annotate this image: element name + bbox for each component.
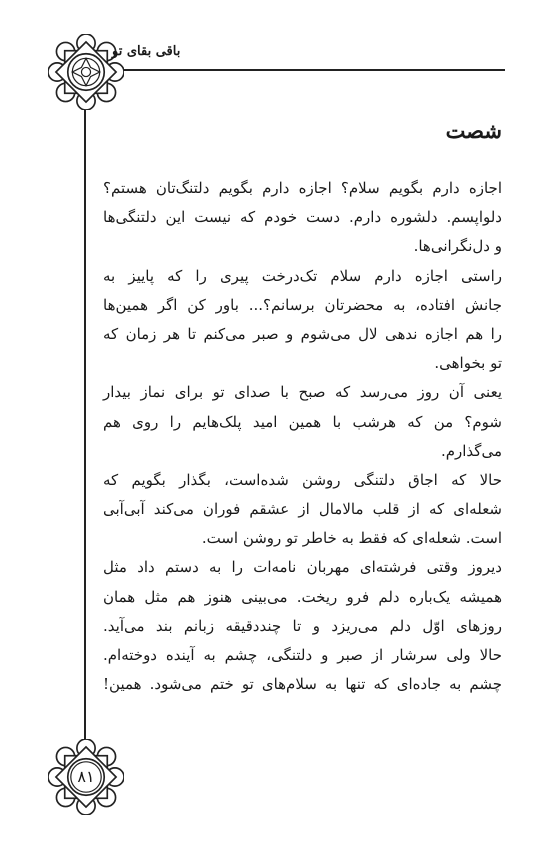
body-line: یعنی آن روز می‌رسد که صبح با صدای تو برای نماز بیدار xyxy=(103,383,502,402)
body-line: جانش افتاده، به محضرتان برسانم؟... باور کن اگر همین‌ها xyxy=(103,295,502,314)
body-line: راستی اجازه دارم سلام تک‌درخت پیری را که پاییز به xyxy=(103,266,502,285)
body-line: همیشه یک‌باره دلم فرو ریخت. می‌بینی هنوز هم مثل همان xyxy=(103,587,502,606)
body-line: روزهای اوّل دلم می‌ریزد و تا چنددقیقه زبانم بند می‌آید. xyxy=(103,616,502,635)
body-line: شعله‌ای که از قلب مالامال از عشقم فوران می‌کند آبی‌آبی xyxy=(103,500,502,519)
body-line: را هم اجازه ندهی لال می‌شوم و صبر می‌کنم تا هر زمان که xyxy=(103,324,502,343)
chapter-title: شصت xyxy=(445,118,502,143)
body-line: حالا که اجاق دلتنگی روشن شده‌است، بگذار بگویم که xyxy=(103,470,502,489)
body-line: می‌گذارم. xyxy=(440,441,502,460)
running-title: باقی بقای تو xyxy=(112,44,181,59)
body-line: و دل‌نگرانی‌ها. xyxy=(413,237,502,256)
header-rule xyxy=(84,69,505,71)
body-line: حالا ولی سرشار از صبر و دلتنگی، چشم به آینده دوخته‌ام. xyxy=(103,646,502,664)
body-line: شوم؟ من که هرشب با همین امید پلک‌هایم را روی هم xyxy=(103,412,502,431)
page-number: ۸۱ xyxy=(77,767,95,786)
body-line: است. شعله‌ای که فقط به خاطر تو روشن است. xyxy=(201,529,502,548)
body-line: دیروز وقتی فرشته‌ای مهربان نامه‌ات را به دستم داد مثل xyxy=(103,558,502,577)
body-line: اجازه دارم بگویم سلام؟ اجازه دارم بگویم دلتنگ‌تان هستم؟ xyxy=(103,179,502,197)
body-text xyxy=(103,174,502,699)
body-line: دلواپسم. دلشوره دارم. دست خودم که نیست این دلتنگی‌ها xyxy=(103,208,502,227)
body-line: چشم به جاده‌ای که تنها به سلام‌های تو ختم می‌شود. همین! xyxy=(103,675,502,694)
body-line: تو بخواهی. xyxy=(434,354,502,373)
margin-vertical-rule xyxy=(84,70,86,770)
